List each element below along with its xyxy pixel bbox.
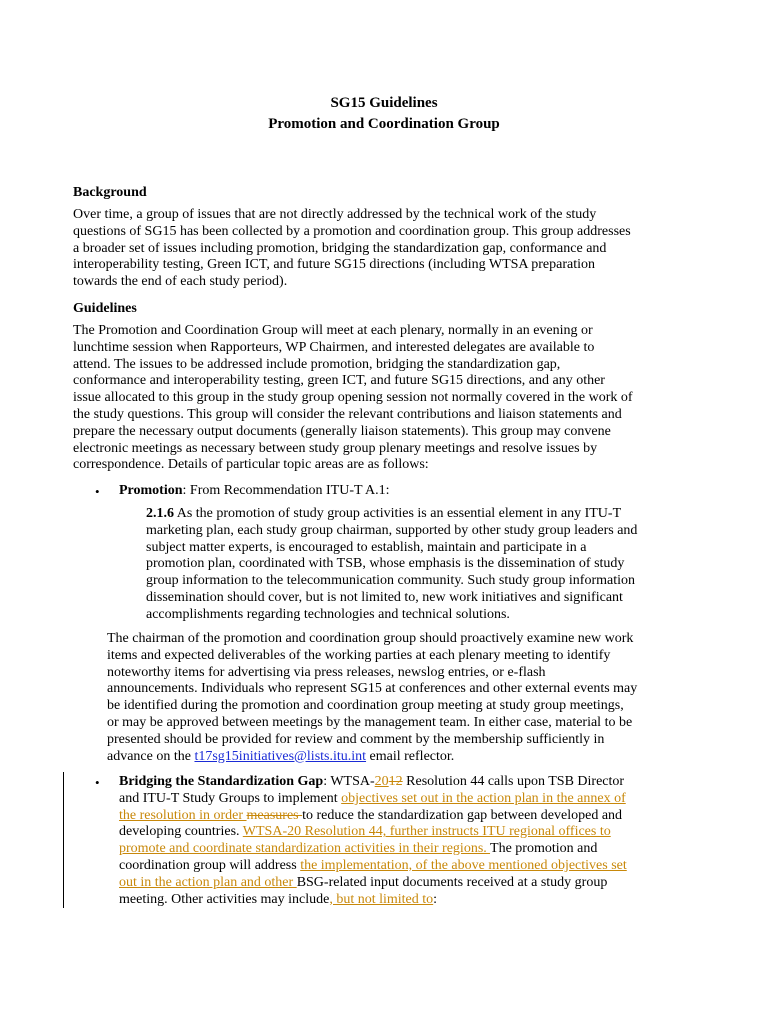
promotion-bullet-text — [119, 483, 691, 500]
inserted-text: the resolution in order — [119, 807, 247, 823]
deleted-text: measures — [246, 807, 303, 823]
document-title: SG15 Guidelines — [330, 95, 438, 111]
text-line: accomplishments regarding technologies and technical solutions. — [146, 606, 510, 622]
clause-number: 2.1.6 — [146, 506, 174, 521]
promotion-quote — [146, 506, 691, 624]
text-line: correspondence. Details of particular topic areas are as follows: — [73, 457, 429, 473]
text-line: The chairman of the promotion and coordination group should proactively examine new work — [107, 631, 634, 646]
text-fragment: advance on the — [107, 748, 195, 764]
text-line: towards the end of each study period). — [73, 274, 288, 290]
inserted-text: the implementation, of the above mentioned objectives set — [300, 857, 627, 873]
bsg-label: Bridging the Standardization Gap — [119, 774, 324, 789]
inserted-text: out in the action plan and other — [119, 874, 297, 890]
text-line: announcements. Individuals who represent SG15 at conferences and other external events may — [107, 681, 638, 697]
inserted-text: promote and coordinate standardization activities in their regions. — [119, 841, 491, 857]
text-line: attend. The issues to be addressed include promotion, bridging the standardization gap, — [73, 356, 561, 372]
text-fragment: meeting. Other activities may include — [119, 891, 330, 907]
text-line: or may be approved between meetings by the management team. In either case, material to be — [107, 714, 633, 730]
text-line: Over time, a group of issues that are not directly addressed by the technical work of the study — [73, 207, 597, 222]
bsg-paragraph — [119, 774, 691, 908]
text-line: questions of SG15 has been collected by a promotion and coordination group. This group addresses — [73, 223, 631, 239]
promotion-label: Promotion — [119, 483, 183, 498]
background-heading: Background — [73, 185, 147, 200]
text-fragment: to reduce the standardization gap between developed and — [302, 807, 623, 823]
text-line: As the promotion of study group activities is an essential element in any ITU-T — [174, 506, 622, 521]
revision-change-bar — [63, 772, 64, 908]
text-line: a broader set of issues including promotion, bridging the standardization gap, conformance and — [73, 240, 607, 256]
deleted-text: 12 — [388, 774, 403, 789]
text-line: electronic meetings as necessary between study group plenary meetings and resolve issues by — [73, 440, 598, 456]
text-line: the study questions. This group will consider the relevant contributions and liaison statements and — [73, 406, 622, 422]
document-subtitle: Promotion and Coordination Group — [268, 116, 500, 132]
promotion-source: : From Recommendation ITU-T A.1: — [182, 483, 390, 498]
inserted-text: objectives set out in the action plan in the annex of — [341, 790, 626, 806]
text-line: subject matter experts, is encouraged to establish, maintain and participate in a — [146, 539, 587, 555]
bullet-promotion: • — [95, 484, 100, 499]
text-fragment: coordination group will address — [119, 857, 301, 873]
background-paragraph — [73, 207, 691, 291]
guidelines-paragraph — [73, 323, 691, 474]
text-line: lunchtime session when Rapporteurs, WP Chairmen, and interested delegates are available to — [73, 339, 595, 355]
text-fragment: Resolution 44 calls upon TSB Director — [402, 774, 625, 789]
text-fragment: : WTSA- — [323, 774, 375, 789]
guidelines-heading: Guidelines — [73, 301, 137, 316]
text-line: interoperability testing, Green ICT, and future SG15 directions (including WTSA preparation — [73, 257, 596, 273]
text-line: items and expected deliverables of the working parties at each plenary meeting to identify — [107, 647, 611, 663]
inserted-text: , but not limited to — [329, 891, 434, 907]
bullet-bsg: • — [95, 775, 100, 790]
inserted-text: WTSA-20 Resolution 44, further instructs ITU regional offices to — [242, 824, 611, 840]
text-line: be identified during the promotion and coordination group meeting at study group meetings, — [107, 698, 624, 714]
text-line: promotion plan, coordinated with TSB, whose emphasis is the dissemination of study — [146, 556, 625, 572]
text-fragment: BSG-related input documents received at a study group — [296, 874, 608, 890]
text-line: conformance and interoperability testing, green ICT, and future SG15 directions, and any other — [73, 373, 605, 389]
text-line: dissemination should cover, but is not limited to, new work initiatives and significant — [146, 589, 623, 605]
text-line: The Promotion and Coordination Group will meet at each plenary, normally in an evening or — [73, 323, 593, 338]
chairman-paragraph — [107, 631, 693, 765]
text-fragment: developing countries. — [119, 824, 243, 840]
email-link[interactable]: t17sg15initiatives@lists.itu.int — [194, 748, 367, 764]
inserted-text: 20 — [374, 774, 389, 789]
text-line: noteworthy items for advertising via press releases, newslog entries, or e-flash — [107, 664, 546, 680]
text-fragment: : — [433, 891, 438, 907]
text-line: marketing plan, each study group chairman, supported by other study group leaders and — [146, 522, 638, 538]
text-line: presented should be provided for review and comment by the membership sufficiently in — [107, 731, 605, 747]
text-fragment: email reflector. — [366, 748, 455, 764]
text-line: issue allocated to this group in the study group opening session not normally covered in the work of — [73, 390, 633, 406]
text-line: group information to the telecommunication community. Such study group information — [146, 573, 636, 589]
text-fragment: and ITU-T Study Groups to implement — [119, 790, 342, 806]
text-fragment: The promotion and — [490, 841, 598, 857]
text-line: prepare the necessary output documents (generally liaison statements). This group may convene — [73, 423, 611, 439]
